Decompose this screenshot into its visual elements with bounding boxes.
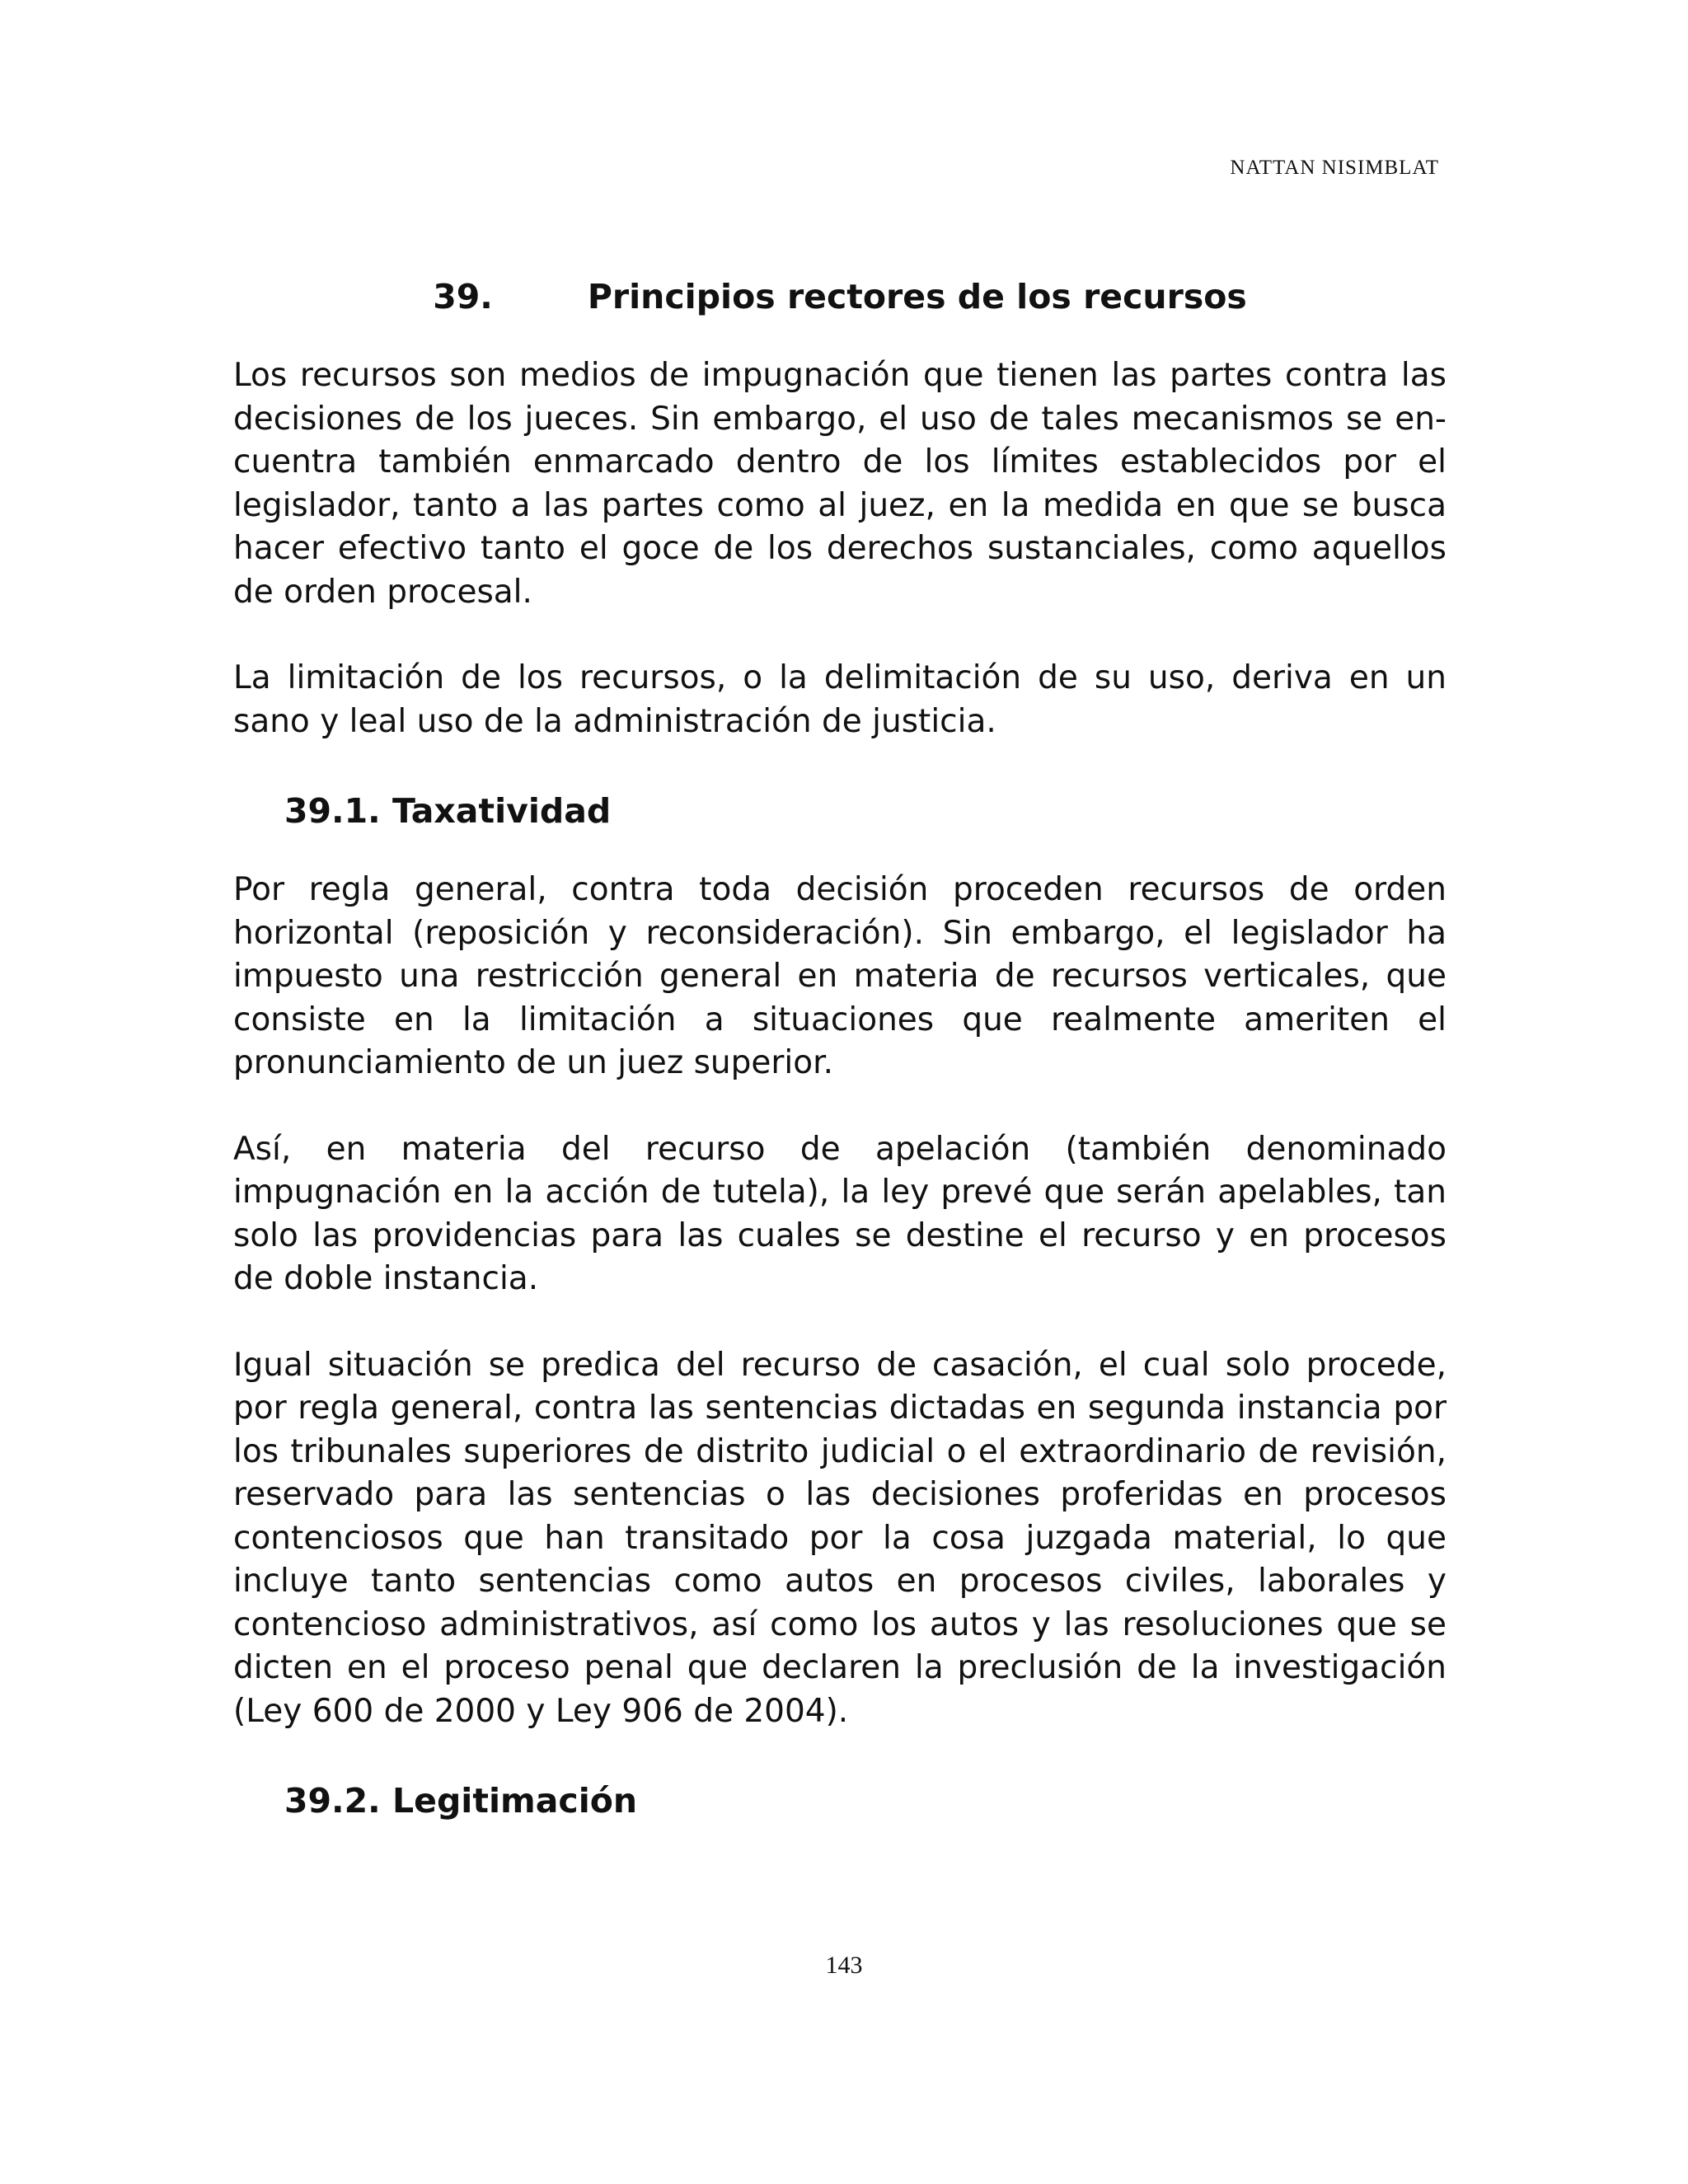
chapter-title-text: Principios rectores de los recursos [587, 277, 1247, 316]
section-heading-taxatividad: 39.1. Taxatividad [284, 791, 612, 831]
chapter-title [233, 272, 1447, 321]
section-paragraph: Igual situación se predica del recurso de casación, el cual solo procede, por regla general, contra las sentencias dictadas en segunda instancia por los tribunales superiores de distrito judicial o el extraordinario de revisión, reservado para las sentencias o las decisiones proferidas en procesos contenciosos que han transitado por la cosa juzgada material, lo que incluye tanto sentencias como autos en procesos civiles, laborales y contencioso administrativos, así como los autos y las resoluciones que se dicten en el proceso penal que declaren la preclusión de la investigación (Ley 600 de 2000 y Ley 906 de 2004). [233, 1346, 1447, 1730]
page-body [233, 272, 1447, 1858]
section-paragraph: Por regla general, contra toda decisión proceden recursos de orden horizontal (reposición y reconsideración). Sin embargo, el legislador ha impuesto una restricción general en materia de recursos verticales, que consiste en la limitación a situaciones que realmente ameriten el pronunciamiento de un juez superior. [233, 871, 1447, 1081]
page-number: 143 [825, 1952, 863, 1979]
running-header-author: NATTAN NISIMBLAT [1230, 157, 1439, 179]
intro-paragraph: Los recursos son medios de impugnación que tienen las partes contra las decisiones de los jueces. Sin embargo, el uso de tales mecanismos se encuentra también enmarcado dentro de los límites establecidos por el legislador, tanto a las partes como al juez, en la medida en que se busca hacer efectivo tanto el goce de los derechos sustanciales, como aquellos de orden procesal. [233, 357, 1447, 611]
section-heading-legitimacion: 39.2. Legitimación [284, 1781, 638, 1821]
section-paragraph: Así, en materia del recurso de apelación (también denominado impugnación en la acción de tutela), la ley prevé que serán apelables, tan solo las providencias para las cuales se destine el recurso y en procesos de doble instancia. [233, 1130, 1447, 1297]
intro-paragraph: La limitación de los recursos, o la delimitación de su uso, deriva en un sano y leal uso de la administración de justicia. [233, 659, 1447, 740]
chapter-number: 39. [433, 277, 493, 316]
